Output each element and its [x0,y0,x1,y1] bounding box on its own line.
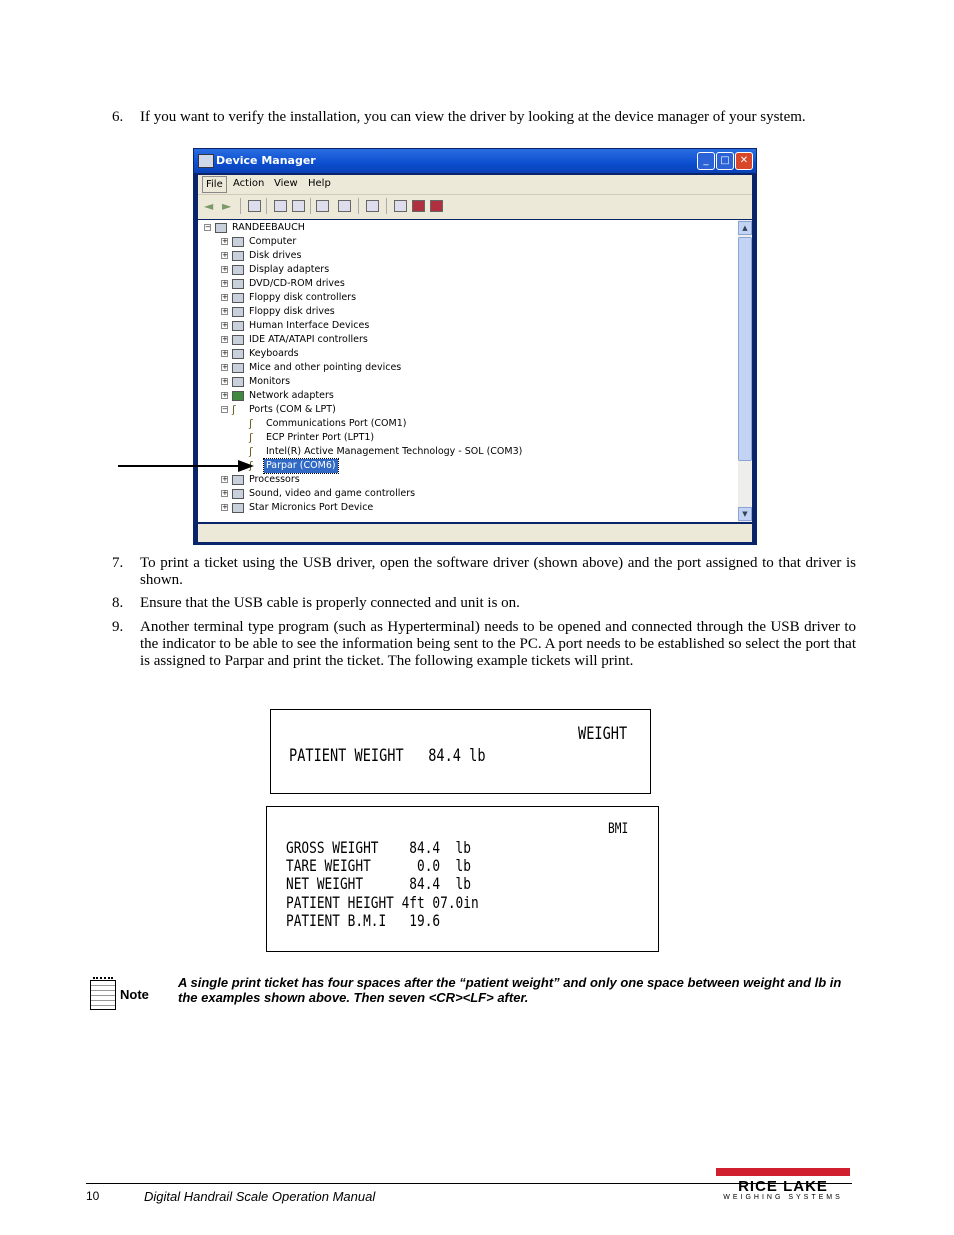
step-7 [112,555,856,589]
port-icon: ʃ [249,445,253,458]
expand-icon[interactable]: + [222,335,228,343]
title-bar [194,149,756,173]
expand-icon[interactable]: + [222,489,228,497]
tree-item-label: DVD/CD-ROM drives [249,278,345,289]
ticket-line: PATIENT HEIGHT 4ft 07.0in [286,893,479,912]
toolbar-separator [386,198,387,214]
tree-item-label-selected: Parpar (COM6) [266,460,336,471]
expand-icon[interactable]: + [222,265,228,273]
expand-icon[interactable]: + [222,307,228,315]
back-arrow-icon[interactable]: ◄ [204,199,214,213]
scan-hardware-icon[interactable] [366,200,379,212]
port-icon: ʃ [249,417,253,430]
callout-arrow-line [118,465,242,467]
toolbar-separator [310,198,311,214]
properties-icon[interactable] [274,200,287,212]
step-9 [112,619,856,670]
tree-item-label: ECP Printer Port (LPT1) [266,432,375,443]
cdrom-icon [232,279,244,289]
tree-item-label: Sound, video and game controllers [249,488,416,499]
scroll-thumb[interactable] [738,237,752,461]
ticket-line: NET WEIGHT 84.4 lb [286,874,471,893]
tree-item-label: Floppy disk drives [249,306,335,317]
forward-arrow-icon[interactable]: ► [222,199,232,213]
menu-file[interactable]: File [202,176,227,193]
tree-item-label: IDE ATA/ATAPI controllers [249,334,368,345]
ticket-header: WEIGHT [578,724,628,744]
step-text: If you want to verify the installation, you can view the driver by looking at the device manager of your system. [140,109,806,125]
step-number: 9. [112,619,124,635]
expand-icon[interactable]: + [222,363,228,371]
show-hide-tree-icon[interactable] [248,200,261,212]
expand-icon[interactable]: + [222,475,228,483]
device-tree [198,220,738,522]
collapse-icon[interactable]: − [205,223,211,231]
tree-item-label: Human Interface Devices [249,320,370,331]
callout-arrow-icon [238,460,254,472]
expand-icon[interactable]: + [222,279,228,287]
logo-name: RICE LAKE [738,1178,828,1195]
maximize-button[interactable]: □ [716,152,734,170]
menu-action[interactable]: Action [233,178,265,189]
ticket-line: TARE WEIGHT 0.0 lb [286,856,471,875]
keyboard-icon [232,349,244,359]
device-manager-icon [198,154,214,168]
floppy-drive-icon [232,307,244,317]
mouse-icon [232,363,244,373]
scroll-up-icon[interactable]: ▲ [738,221,752,235]
help-icon[interactable] [316,200,329,212]
close-button[interactable]: ✕ [735,152,753,170]
weight-ticket [270,709,651,794]
device-manager-window [193,148,757,545]
tree-item-label: Network adapters [249,390,334,401]
disable-device-icon[interactable] [412,200,425,212]
page-number: 10 [86,1189,100,1203]
ticket-line: PATIENT WEIGHT 84.4 lb [289,746,486,766]
tree-item-label: Floppy disk controllers [249,292,357,303]
step-6 [112,109,856,126]
ide-controller-icon [232,335,244,345]
computer-icon [215,223,227,233]
ticket-line: PATIENT B.M.I 19.6 [286,911,441,930]
tree-item-label: Ports (COM & LPT) [249,404,336,415]
hid-icon [232,321,244,331]
step-number: 7. [112,555,124,571]
monitor-icon [232,377,244,387]
status-bar [198,524,752,542]
tree-item-label: Disk drives [249,250,302,261]
update-driver-icon[interactable] [394,200,407,212]
expand-icon[interactable]: + [222,251,228,259]
processor-icon [232,475,244,485]
tree-item-label: Computer [249,236,297,247]
step-8 [112,595,856,612]
tree-item-label: Keyboards [249,348,299,359]
toolbar-separator [266,198,267,214]
disk-drive-icon [232,251,244,261]
menu-view[interactable]: View [274,178,298,189]
logo-bar [716,1168,850,1176]
tree-item-label: Mice and other pointing devices [249,362,402,373]
expand-icon[interactable]: + [222,349,228,357]
step-text: To print a ticket using the USB driver, open the software driver (shown above) and the port assigned to that driver is shown. [140,555,856,588]
uninstall-device-icon[interactable] [430,200,443,212]
network-adapter-icon [232,391,244,401]
expand-icon[interactable]: + [222,503,228,511]
print-icon[interactable] [292,200,305,212]
show-pane-icon[interactable] [338,200,351,212]
menu-bar [198,175,752,194]
port-icon: ʃ [249,431,253,444]
manual-title: Digital Handrail Scale Operation Manual [144,1189,376,1204]
tree-item-label: Display adapters [249,264,330,275]
tree-item-label: Communications Port (COM1) [266,418,407,429]
bmi-ticket [266,806,659,952]
collapse-icon[interactable]: − [222,405,228,413]
expand-icon[interactable]: + [222,391,228,399]
expand-icon[interactable]: + [222,237,228,245]
ticket-header: BMI [608,821,629,837]
notepad-icon [90,980,116,1010]
note-label: Note [120,987,149,1002]
logo-subtitle: WEIGHING SYSTEMS [723,1194,843,1201]
ticket-line: GROSS WEIGHT 84.4 lb [286,838,471,857]
tree-item-label: Star Micronics Port Device [249,502,374,513]
step-number: 6. [112,109,124,125]
sound-icon [232,489,244,499]
toolbar [198,194,752,219]
rice-lake-logo [716,1168,850,1204]
tree-root-label: RANDEEBAUCH [232,222,305,233]
computer-icon [232,237,244,247]
step-text: Another terminal type program (such as Hyperterminal) needs to be opened and connected through the USB driver to the indicator to be able to see the information being sent to the PC. A port needs to be established so select the port that is assigned to Parpar and print the ticket. The following example tickets will print. [140,619,856,669]
vertical-scrollbar[interactable] [738,220,752,522]
step-number: 8. [112,595,124,611]
expand-icon[interactable]: + [222,321,228,329]
window-title: Device Manager [216,154,316,167]
minimize-button[interactable]: _ [697,152,715,170]
tree-item-label: Intel(R) Active Management Technology - SOL (COM3) [266,446,523,457]
tree-item-label: Processors [249,474,300,485]
note-text: A single print ticket has four spaces after the “patient weight” and only one space between weight and lb in the examples shown above. Then seven <CR><LF> after. [178,975,842,1005]
step-text: Ensure that the USB cable is properly connected and unit is on. [140,595,520,611]
display-adapter-icon [232,265,244,275]
port-icon: ʃ [232,403,236,416]
expand-icon[interactable]: + [222,293,228,301]
expand-icon[interactable]: + [222,377,228,385]
toolbar-separator [240,198,241,214]
floppy-controller-icon [232,293,244,303]
star-port-icon [232,503,244,513]
tree-item-label: Monitors [249,376,291,387]
port-icon: ʃ [249,459,253,472]
toolbar-separator [358,198,359,214]
menu-help[interactable]: Help [308,178,331,189]
scroll-down-icon[interactable]: ▼ [738,507,752,521]
